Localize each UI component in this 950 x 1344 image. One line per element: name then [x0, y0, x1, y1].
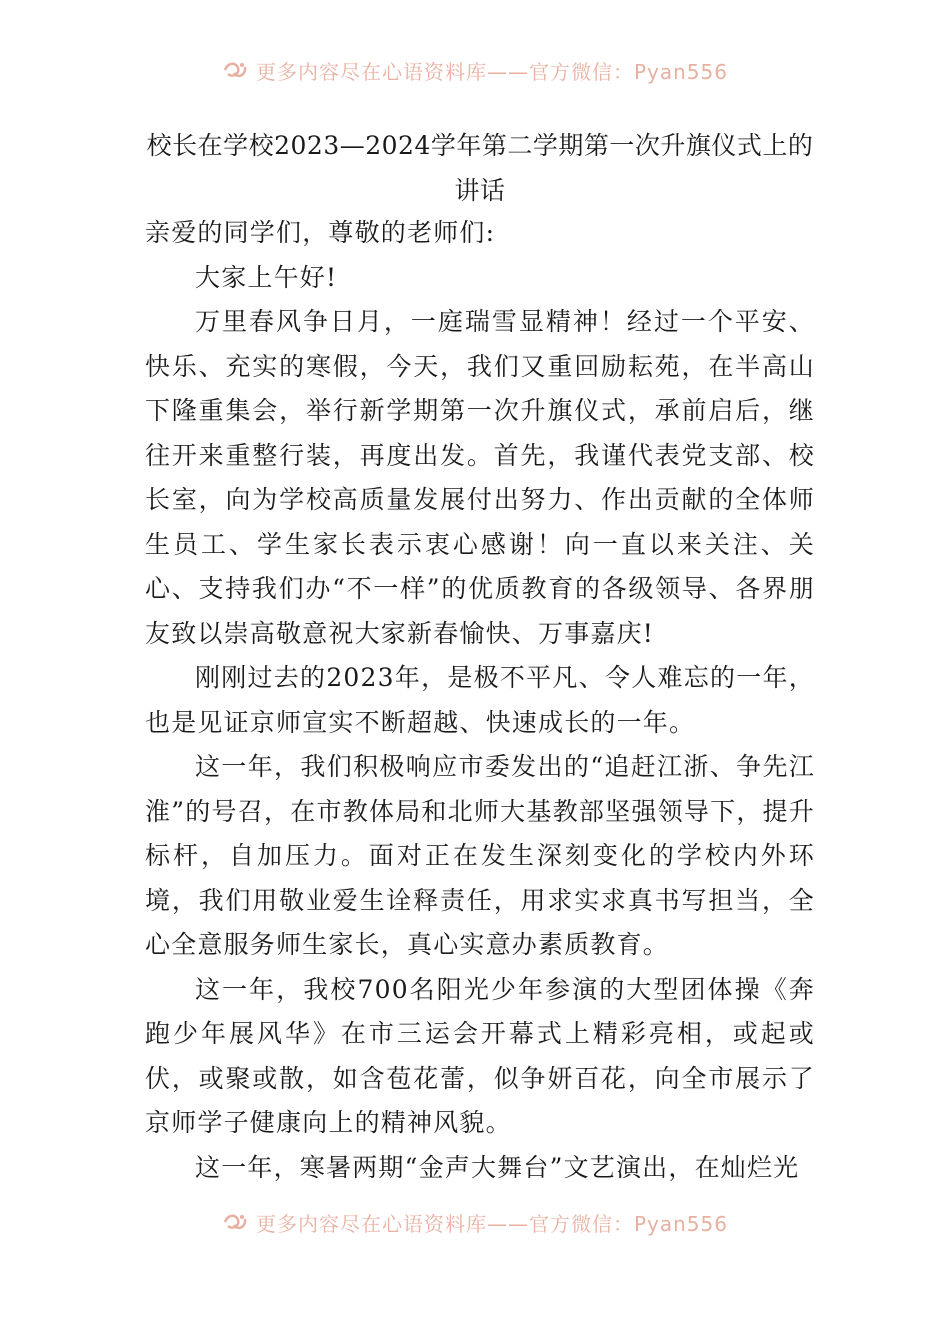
watermark-logo-icon [222, 59, 248, 81]
paragraph: 万里春风争日月，一庭瑞雪显精神！经过一个平安、快乐、充实的寒假，今天，我们又重回励耘苑，在半高山下隆重集会，举行新学期第一次升旗仪式，承前启后，继往开来重整行装，再度出发。首先，我谨代表党支部、校长室，向为学校高质量发展付出努力、作出贡献的全体师生员工、学生家长表示衷心感谢！向一直以来关注、关心、支持我们办“不一样”的优质教育的各级领导、各界朋友致以崇高敬意祝大家新春愉快、万事嘉庆! [145, 307, 815, 648]
watermark-footer [0, 1207, 950, 1237]
watermark-text: 更多内容尽在心语资料库——官方微信：Pyan556 [255, 1211, 728, 1236]
document-title: 校长在学校2023—2024学年第二学期第一次升旗仪式上的 [146, 131, 814, 160]
salutation: 亲爱的同学们，尊敬的老师们: [145, 218, 496, 247]
paragraph: 这一年，我校700名阳光少年参演的大型团体操《奔跑少年展风华》在市三运会开幕式上精彩亮相，或起或伏，或聚或散，如含苞花蕾，似争妍百花，向全市展示了京师学子健康向上的精神风貌。 [145, 974, 815, 1137]
watermark-logo-icon [222, 1211, 248, 1233]
watermark-text: 更多内容尽在心语资料库——官方微信：Pyan556 [255, 59, 728, 84]
document-body [145, 211, 815, 1190]
paragraph: 这一年，我们积极响应市委发出的“追赶江浙、争先江淮”的号召，在市教体局和北师大基教部坚强领导下，提升标杆，自加压力。面对正在发生深刻变化的学校内外环境，我们用敬业爱生诠释责任，用求实求真书写担当，全心全意服务师生家长，真心实意办素质教育。 [145, 752, 815, 959]
paragraph: 这一年，寒暑两期“金声大舞台”文艺演出，在灿烂光 [195, 1152, 800, 1182]
paragraph: 大家上午好! [195, 262, 338, 292]
watermark-header [0, 55, 950, 85]
document-title-continued: 讲话 [454, 176, 506, 205]
paragraph: 刚刚过去的2023年，是极不平凡、令人难忘的一年，也是见证京师宣实不断超越、快速成长的一年。 [145, 663, 815, 737]
